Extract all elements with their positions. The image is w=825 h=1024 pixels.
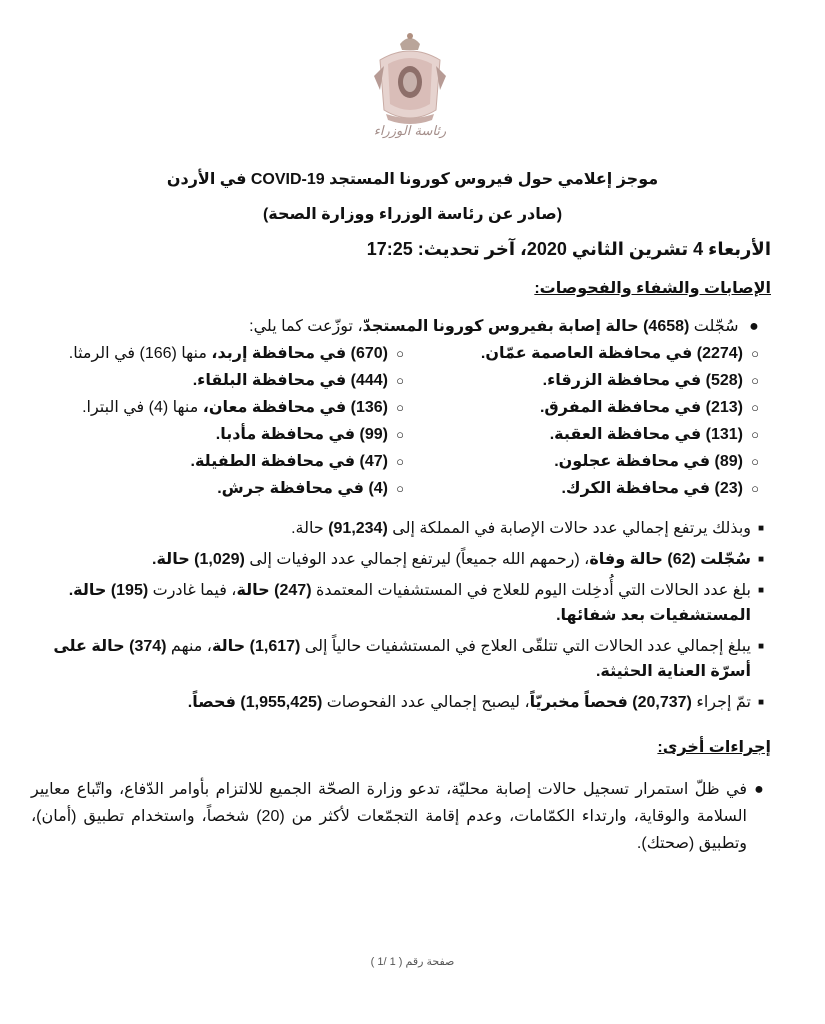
stat-text (31, 578, 751, 628)
governorate-item (57, 341, 412, 367)
circle-bullet-icon: ○ (751, 481, 759, 496)
stat-text-part: (1,617) حالة (211, 638, 301, 655)
stat-text-part: وبذلك يرتفع إجمالي عدد حالات الإصابة في المملكة إلى (387, 520, 751, 537)
governorate-count: (213) في محافظة المفرق. (539, 399, 743, 416)
governorate-item (57, 395, 412, 421)
governorate-count: (99) في محافظة مأدبا. (215, 426, 388, 443)
stats-list (31, 516, 771, 721)
governorate-count: (4) في محافظة جرش. (217, 480, 388, 497)
square-bullet-icon: ■ (757, 585, 765, 596)
governorate-count: (131) في محافظة العقبة. (549, 426, 743, 443)
circle-bullet-icon: ○ (396, 400, 404, 415)
circle-bullet-icon: ○ (396, 346, 404, 361)
governorate-count: (528) في محافظة الزرقاء. (542, 372, 743, 389)
circle-bullet-icon: ○ (396, 454, 404, 469)
bullet-dot-icon: ● (749, 318, 759, 335)
stat-text (31, 547, 751, 572)
intro-prefix: سُجّلت (693, 318, 739, 335)
governorate-count: (136) في محافظة معان، (202, 399, 388, 416)
cases-section-heading: الإصابات والشفاء والفحوصات: (534, 280, 771, 297)
governorate-item (412, 449, 767, 475)
square-bullet-icon: ■ (757, 554, 765, 565)
stat-text-part: يبلغ إجمالي عدد الحالات التي تتلقّى العلاج في المستشفيات حالياً إلى (300, 638, 751, 655)
square-bullet-icon: ■ (757, 523, 765, 534)
stat-item (31, 690, 771, 715)
document-subtitle: (صادر عن رئاسة الوزراء ووزارة الصحة) (262, 206, 563, 223)
governorate-item (57, 422, 412, 448)
stat-text (31, 516, 751, 541)
measures-text: في ظلّ استمرار تسجيل حالات إصابة محليّة، تدعو وزارة الصحّة الجميع للالتزام بأوامر الدّفاع، واتّباع معايير السلامة والوقاية، وارتداء الكمّامات، وعدم إقامة التجمّعات لأكثر من (20) شخصاً، واستخدام تطبيق (أمان)، وتطبيق (صحتك). (31, 781, 747, 852)
circle-bullet-icon: ○ (396, 481, 404, 496)
stat-text-part: (91,234) (328, 520, 388, 537)
stat-text-part: ، منهم (166, 638, 212, 655)
governorate-item (412, 368, 767, 394)
circle-bullet-icon: ○ (751, 400, 759, 415)
circle-bullet-icon: ○ (751, 346, 759, 361)
stat-item (31, 634, 771, 684)
governorate-count: (2274) في محافظة العاصمة عمّان. (480, 345, 743, 362)
governorate-count: (89) في محافظة عجلون. (554, 453, 743, 470)
governorates-list (57, 341, 767, 502)
governorate-note: منها (4) في البترا. (82, 399, 203, 416)
stat-text-part: تمّ إجراء (691, 694, 751, 711)
stat-item (31, 578, 771, 628)
stat-text (31, 634, 751, 684)
governorate-item (412, 341, 767, 367)
circle-bullet-icon: ○ (751, 373, 759, 388)
circle-bullet-icon: ○ (396, 427, 404, 442)
governorate-note: منها (166) في الرمثا. (68, 345, 212, 362)
stat-item (31, 547, 771, 572)
measures-item (31, 776, 771, 857)
square-bullet-icon: ■ (757, 697, 765, 708)
document-title: موجز إعلامي حول فيروس كورونا المستجد COVID-19 في الأردن (166, 171, 659, 188)
circle-bullet-icon: ○ (751, 427, 759, 442)
square-bullet-icon: ■ (757, 641, 765, 652)
stat-text-part: سُجّلت (62) حالة وفاة (589, 551, 751, 568)
stat-text-part: ، فيما غادرت (148, 582, 237, 599)
governorate-item (57, 476, 412, 502)
stat-text-part: (1,029) حالة. (152, 551, 245, 568)
stat-item (31, 516, 771, 541)
stat-text-part: (374) حالة على أسرّة العناية الحثيثة. (53, 638, 751, 680)
stat-text-part: ، ليصبح إجمالي عدد الفحوصات (322, 694, 530, 711)
stat-text-part: حالة. (291, 520, 329, 537)
measures-section-heading: إجراءات أخرى: (657, 739, 771, 756)
cases-intro (40, 315, 765, 339)
emblem-caption: رئاسة الوزراء (373, 124, 447, 139)
page-number: صفحة رقم ( 1 /1 ) (370, 956, 455, 968)
stat-text-part: ، (رحمهم الله جميعاً) ليرتفع إجمالي عدد الوفيات إلى (244, 551, 590, 568)
circle-bullet-icon: ○ (751, 454, 759, 469)
circle-bullet-icon: ○ (396, 373, 404, 388)
stat-text-part: بلغ عدد الحالات التي أُدخِلت اليوم للعلاج في المستشفيات المعتمدة (311, 582, 751, 599)
stat-text-part: (1,955,425) فحصاً. (187, 694, 323, 711)
governorate-item (57, 368, 412, 394)
governorate-count: (444) في محافظة البلقاء. (192, 372, 388, 389)
governorate-item (412, 395, 767, 421)
governorate-item (57, 449, 412, 475)
intro-total-cases: (4658) حالة إصابة بفيروس كورونا المستجدّ (362, 318, 690, 335)
intro-suffix: ، توزّعت كما يلي: (249, 318, 363, 335)
governorate-count: (670) في محافظة إربد، (211, 345, 388, 362)
dateline: الأربعاء 4 تشرين الثاني 2020، آخر تحديث: 17:25 (366, 239, 771, 259)
bullet-dot-icon: ● (754, 781, 764, 798)
stat-text (31, 690, 751, 715)
stat-text-part: (247) حالة (236, 582, 312, 599)
governorate-count: (23) في محافظة الكرك. (561, 480, 743, 497)
governorate-count: (47) في محافظة الطفيلة. (190, 453, 388, 470)
governorate-item (412, 422, 767, 448)
stat-text-part: (195) حالة. المستشفيات بعد شفائها. (68, 582, 751, 624)
governorate-item (412, 476, 767, 502)
stat-text-part: (20,737) فحصاً مخبريّاً (529, 694, 692, 711)
